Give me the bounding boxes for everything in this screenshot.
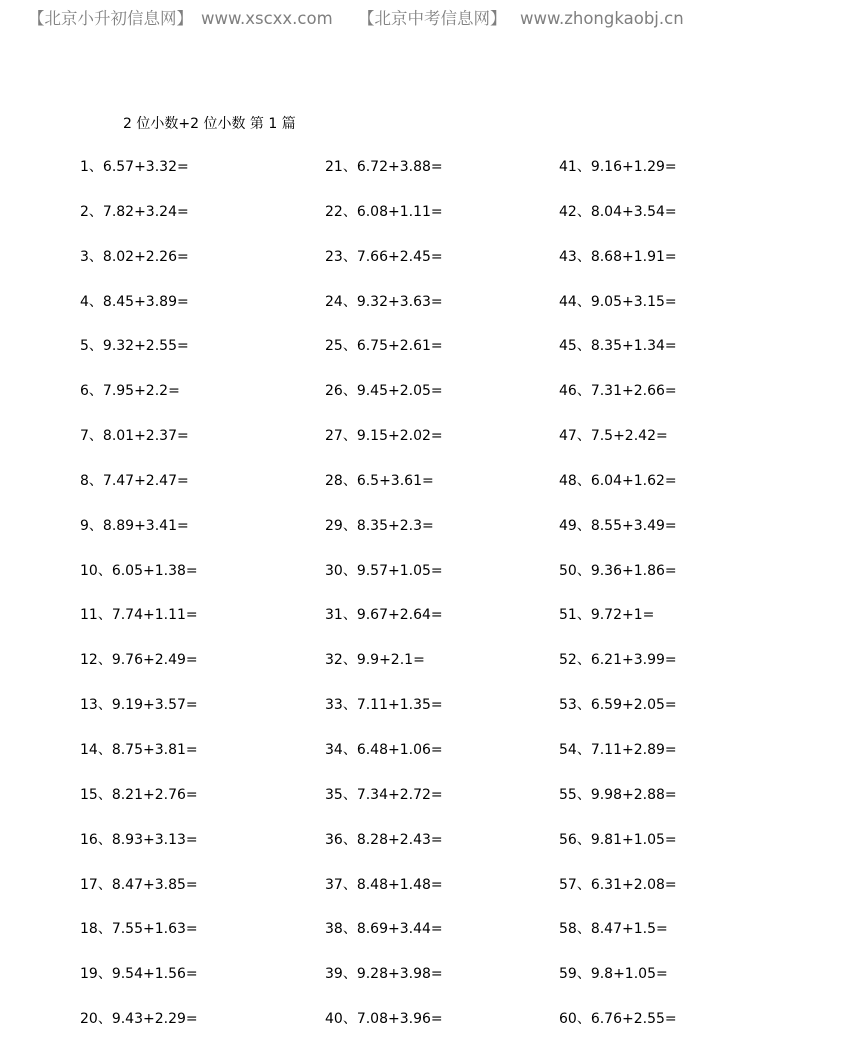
problem-column-3: [559, 157, 799, 1054]
problem-12: 12、9.76+2.49=: [80, 652, 198, 669]
problem-column-2: [325, 157, 565, 1054]
problem-52: 52、6.21+3.99=: [559, 652, 677, 669]
worksheet-title: 2 位小数+2 位小数 第 1 篇: [123, 116, 296, 132]
site1-name: 【北京小升初信息网】: [28, 9, 193, 28]
problem-40: 40、7.08+3.96=: [325, 1011, 443, 1028]
problem-50: 50、9.36+1.86=: [559, 562, 677, 579]
problem-13: 13、9.19+3.57=: [80, 697, 198, 714]
problem-15: 15、8.21+2.76=: [80, 786, 198, 803]
problem-2: 2、7.82+3.24=: [80, 203, 189, 220]
problem-4: 4、8.45+3.89=: [80, 293, 189, 310]
problem-10: 10、6.05+1.38=: [80, 562, 198, 579]
problem-36: 36、8.28+2.43=: [325, 831, 443, 848]
problem-21: 21、6.72+3.88=: [325, 159, 443, 175]
problem-49: 49、8.55+3.49=: [559, 517, 677, 534]
problem-3: 3、8.02+2.26=: [80, 248, 189, 265]
problem-23: 23、7.66+2.45=: [325, 248, 443, 265]
problem-1: 1、6.57+3.32=: [80, 159, 189, 175]
problem-column-1: [80, 157, 320, 1054]
problem-56: 56、9.81+1.05=: [559, 831, 677, 848]
problem-29: 29、8.35+2.3=: [325, 517, 434, 534]
problem-34: 34、6.48+1.06=: [325, 741, 443, 758]
problem-9: 9、8.89+3.41=: [80, 517, 189, 534]
problem-16: 16、8.93+3.13=: [80, 831, 198, 848]
problem-24: 24、9.32+3.63=: [325, 293, 443, 310]
problem-45: 45、8.35+1.34=: [559, 338, 677, 355]
problem-33: 33、7.11+1.35=: [325, 697, 443, 714]
problem-32: 32、9.9+2.1=: [325, 652, 425, 669]
problem-60: 60、6.76+2.55=: [559, 1011, 677, 1028]
problem-53: 53、6.59+2.05=: [559, 697, 677, 714]
problem-22: 22、6.08+1.11=: [325, 203, 443, 220]
problem-51: 51、9.72+1=: [559, 607, 655, 624]
problem-26: 26、9.45+2.05=: [325, 383, 443, 400]
problem-11: 11、7.74+1.11=: [80, 607, 198, 624]
problem-54: 54、7.11+2.89=: [559, 741, 677, 758]
page-header: [28, 7, 828, 31]
problem-27: 27、9.15+2.02=: [325, 428, 443, 445]
problem-28: 28、6.5+3.61=: [325, 472, 434, 489]
problem-39: 39、9.28+3.98=: [325, 966, 443, 983]
problem-25: 25、6.75+2.61=: [325, 338, 443, 355]
problem-55: 55、9.98+2.88=: [559, 786, 677, 803]
problem-48: 48、6.04+1.62=: [559, 472, 677, 489]
problem-42: 42、8.04+3.54=: [559, 203, 677, 220]
problem-31: 31、9.67+2.64=: [325, 607, 443, 624]
problem-20: 20、9.43+2.29=: [80, 1011, 198, 1028]
problem-46: 46、7.31+2.66=: [559, 383, 677, 400]
problem-58: 58、8.47+1.5=: [559, 921, 668, 938]
problem-30: 30、9.57+1.05=: [325, 562, 443, 579]
problem-43: 43、8.68+1.91=: [559, 248, 677, 265]
problem-7: 7、8.01+2.37=: [80, 428, 189, 445]
problem-41: 41、9.16+1.29=: [559, 159, 677, 175]
problem-38: 38、8.69+3.44=: [325, 921, 443, 938]
problem-14: 14、8.75+3.81=: [80, 741, 198, 758]
site2-url: www.zhongkaobj.cn: [520, 9, 684, 28]
problem-6: 6、7.95+2.2=: [80, 383, 180, 400]
site2-name: 【北京中考信息网】: [358, 9, 507, 28]
problem-8: 8、7.47+2.47=: [80, 472, 189, 489]
problem-17: 17、8.47+3.85=: [80, 876, 198, 893]
problem-5: 5、9.32+2.55=: [80, 338, 189, 355]
problem-44: 44、9.05+3.15=: [559, 293, 677, 310]
problem-35: 35、7.34+2.72=: [325, 786, 443, 803]
problem-47: 47、7.5+2.42=: [559, 428, 668, 445]
problem-18: 18、7.55+1.63=: [80, 921, 198, 938]
problem-59: 59、9.8+1.05=: [559, 966, 668, 983]
site1-url: www.xscxx.com: [201, 9, 333, 28]
problem-19: 19、9.54+1.56=: [80, 966, 198, 983]
problem-57: 57、6.31+2.08=: [559, 876, 677, 893]
problem-37: 37、8.48+1.48=: [325, 876, 443, 893]
